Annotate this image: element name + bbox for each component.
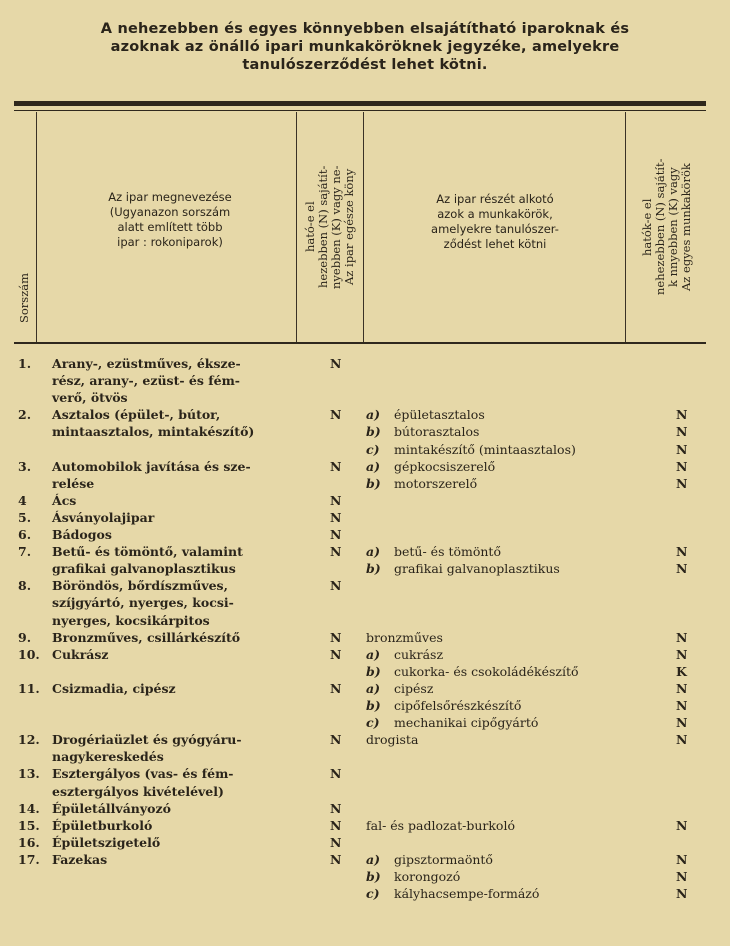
ipar-name-line: Fazekas [52, 851, 108, 867]
ipar-difficulty-mark: N [330, 800, 342, 816]
row-number: 12. [18, 732, 40, 748]
munkakor-letter: b) [366, 475, 381, 491]
ipar-name-line: verő, ötvös [52, 390, 128, 406]
ipar-difficulty-mark: N [330, 766, 342, 782]
row-number: 4 [18, 492, 27, 508]
ipar-name-line: nyerges, kocsikárpitos [52, 612, 210, 628]
row-number: 13. [18, 766, 40, 782]
munkakor-letter: a) [366, 646, 381, 662]
munkakor-difficulty-mark: N [676, 475, 688, 491]
ipar-name-line: Asztalos (épület-, bútor, [52, 407, 221, 423]
munkakor-difficulty-mark: N [676, 886, 688, 902]
munkakor-difficulty-mark: N [676, 458, 688, 474]
row-number: 6. [18, 527, 32, 542]
munkakor-name: grafikai galvanoplasztikus [394, 561, 560, 577]
ipar-difficulty-mark: N [330, 356, 342, 371]
munkakor-difficulty-mark: N [676, 680, 688, 696]
column-divider [36, 112, 37, 342]
row-number: 10. [18, 646, 40, 662]
munkakor-name: bronzműves [366, 629, 443, 645]
munkakor-difficulty-mark: N [676, 629, 688, 645]
munkakor-letter: b) [366, 869, 381, 884]
munkakor-letter: a) [366, 407, 381, 423]
ipar-name-line: Épületburkoló [52, 817, 153, 833]
munkakor-name: bútorasztalos [394, 424, 480, 440]
row-number: 8. [18, 578, 32, 594]
munkakor-name: épületasztalos [394, 407, 485, 423]
header-ipar-k-n: Az ipar egésze köny nyebben (K) vagy ne- hezebben (N) sajátít- ható-e el [303, 165, 356, 289]
munkakor-difficulty-mark: N [676, 441, 688, 457]
row-number: 17. [18, 851, 40, 867]
title-line-2: azoknak az önálló ipari munkaköröknek jegyzéke, amelyekre [110, 39, 620, 55]
row-number: 5. [18, 509, 32, 525]
munkakor-name: drogista [366, 732, 419, 748]
row-number: 3. [18, 458, 32, 474]
ipar-difficulty-mark: N [330, 527, 342, 542]
munkakor-name: cukrász [394, 646, 444, 662]
header-ipar-megnevezese: Az ipar megnevezése (Ugyanazon sorszám alatt említett több ipar : rokoniparok) [108, 190, 232, 249]
ipar-name-line: nagykereskedés [52, 749, 164, 765]
ipar-name-line: rész, arany-, ezüst- és fém- [52, 373, 240, 389]
ipar-name-line: Épületállványozó [52, 800, 171, 816]
column-divider [363, 112, 364, 342]
munkakor-name: gépkocsiszerelő [394, 458, 496, 474]
row-number: 2. [18, 407, 32, 423]
ipar-name-line: mintaasztalos, mintakészítő) [52, 424, 255, 440]
munkakor-name: mintakészítő (mintaasztalos) [394, 441, 576, 457]
munkakor-letter: b) [366, 424, 381, 440]
ipar-name-line: Ács [52, 492, 77, 508]
ipar-name-line: relése [52, 475, 95, 491]
munkakor-difficulty-mark: N [676, 698, 688, 713]
top-rule-thick [14, 101, 706, 106]
ipar-difficulty-mark: N [330, 509, 342, 525]
ipar-difficulty-mark: N [330, 407, 342, 423]
title-line-1: A nehezebben és egyes könnyebben elsajátítható iparoknak és [100, 21, 630, 37]
row-number: 14. [18, 800, 40, 816]
ipar-difficulty-mark: N [330, 834, 342, 850]
ipar-difficulty-mark: N [330, 629, 342, 645]
munkakor-letter: c) [366, 441, 380, 457]
ipar-name-line: grafikai galvanoplasztikus [52, 561, 236, 577]
munkakor-difficulty-mark: N [676, 732, 688, 748]
munkakor-difficulty-mark: N [676, 715, 688, 731]
header-munkakorok: Az ipar részét alkotó azok a munkakörök, amelyekre tanulószer- ződést lehet kötni [431, 192, 559, 251]
row-number: 9. [18, 629, 32, 645]
munkakor-name: cipőfelsőrészkészítő [394, 698, 522, 713]
ipar-difficulty-mark: N [330, 646, 342, 662]
column-divider [296, 112, 297, 342]
munkakor-difficulty-mark: N [676, 817, 688, 833]
ipar-name-line: esztergályos kivételével) [52, 783, 224, 799]
munkakor-name: mechanikai cipőgyártó [394, 715, 539, 731]
munkakor-letter: b) [366, 698, 381, 713]
ipar-name-line: Automobilok javítása és sze- [52, 458, 251, 474]
munkakor-letter: a) [366, 458, 381, 474]
munkakor-difficulty-mark: N [676, 561, 688, 577]
ipar-name-line: Arany-, ezüstműves, éksze- [52, 356, 241, 371]
ipar-difficulty-mark: N [330, 817, 342, 833]
munkakor-difficulty-mark: N [676, 869, 688, 884]
munkakor-letter: c) [366, 715, 380, 731]
top-rule-thin [14, 110, 706, 111]
munkakor-difficulty-mark: N [676, 646, 688, 662]
munkakor-name: motorszerelő [394, 475, 478, 491]
ipar-difficulty-mark: N [330, 492, 342, 508]
munkakor-name: fal- és padlozat-burkoló [366, 817, 515, 833]
ipar-difficulty-mark: N [330, 680, 342, 696]
ipar-name-line: Épületszigetelő [52, 834, 161, 850]
munkakor-difficulty-mark: N [676, 424, 688, 440]
ipar-difficulty-mark: N [330, 578, 342, 594]
munkakor-letter: a) [366, 544, 381, 560]
munkakor-difficulty-mark: K [676, 663, 687, 679]
munkakor-difficulty-mark: N [676, 407, 688, 423]
row-number: 1. [18, 356, 32, 371]
munkakor-name: betű- és tömöntő [394, 544, 501, 560]
ipar-name-line: szíjgyártó, nyerges, kocsi- [52, 595, 234, 611]
ipar-name-line: Betű- és tömöntő, valamint [52, 544, 243, 560]
ipar-difficulty-mark: N [330, 544, 342, 560]
ipar-name-line: Bronzműves, csillárkészítő [52, 629, 241, 645]
ipar-name-line: Ásványolajipar [52, 509, 155, 525]
munkakor-letter: b) [366, 561, 381, 577]
row-number: 16. [18, 834, 40, 850]
header-bottom-rule [14, 342, 706, 344]
row-number: 7. [18, 544, 32, 560]
header-munkakorok-k-n: Az egyes munkakörök k nnyebben (K) vagy nehezebben (N) sajátít- hatók-e el [640, 158, 693, 296]
column-divider [625, 112, 626, 342]
munkakor-name: cukorka- és csokoládékészítő [394, 663, 579, 679]
ipar-difficulty-mark: N [330, 458, 342, 474]
munkakor-name: gipsztormaöntő [394, 851, 493, 867]
ipar-name-line: Böröndös, bőrdíszműves, [52, 578, 228, 594]
munkakor-name: korongozó [394, 869, 461, 884]
ipar-name-line: Esztergályos (vas- és fém- [52, 766, 234, 782]
ipar-name-line: Csizmadia, cipész [52, 680, 176, 696]
munkakor-difficulty-mark: N [676, 544, 688, 560]
ipar-name-line: Bádogos [52, 527, 112, 542]
munkakor-difficulty-mark: N [676, 851, 688, 867]
ipar-difficulty-mark: N [330, 851, 342, 867]
document-title [6, 20, 724, 74]
row-number: 11. [18, 680, 40, 696]
munkakor-name: cipész [394, 680, 434, 696]
ipar-difficulty-mark: N [330, 732, 342, 748]
munkakor-letter: a) [366, 680, 381, 696]
header-sorszam: Sorszám [17, 272, 31, 324]
title-line-3: tanulószerződést lehet kötni. [242, 57, 488, 73]
munkakor-letter: c) [366, 886, 380, 902]
munkakor-name: kályhacsempe-formázó [394, 886, 540, 902]
ipar-name-line: Cukrász [52, 646, 109, 662]
munkakor-letter: a) [366, 851, 381, 867]
munkakor-letter: b) [366, 663, 381, 679]
row-number: 15. [18, 817, 40, 833]
ipar-name-line: Drogériaüzlet és gyógyáru- [52, 732, 242, 748]
